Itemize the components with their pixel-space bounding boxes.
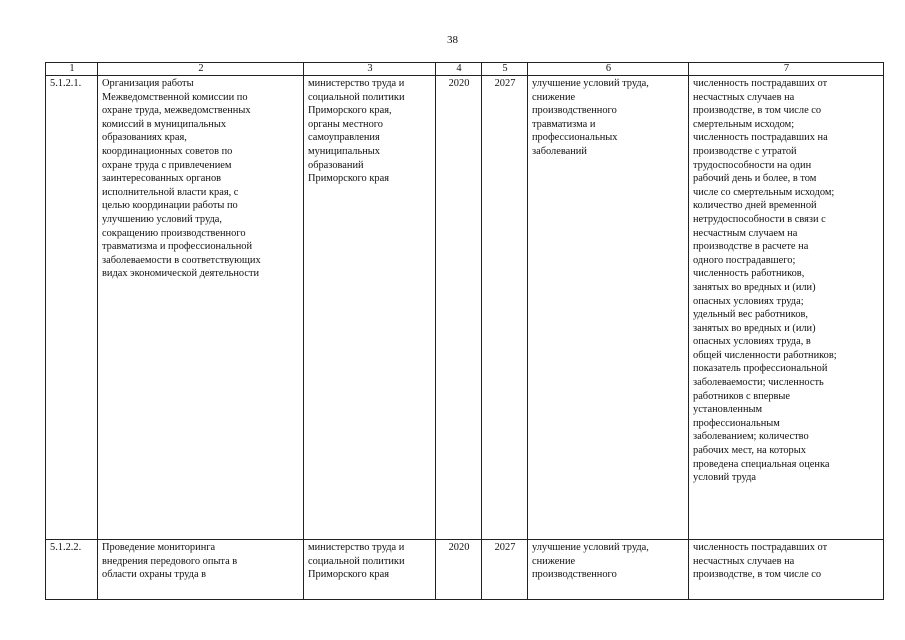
text-line: занятых во вредных и (или) bbox=[693, 281, 816, 293]
text-line: численность пострадавших от bbox=[693, 542, 828, 553]
text-line: численность пострадавших на bbox=[693, 132, 828, 144]
expected-result-cell bbox=[528, 540, 689, 600]
table-row bbox=[46, 76, 884, 540]
text-line: профессиональных bbox=[532, 132, 618, 144]
text-line: числе со смертельным исходом; bbox=[693, 186, 835, 198]
text-line: Проведение мониторинга bbox=[102, 542, 216, 553]
text-line: численность работников, bbox=[693, 268, 805, 280]
text-line: несчастных случаев на bbox=[693, 91, 795, 103]
end-year-cell: 2027 bbox=[482, 540, 528, 600]
text-line: производстве, в том числе со bbox=[693, 105, 822, 117]
text-line: Межведомственной комиссии по bbox=[102, 91, 248, 103]
text-line: видах экономической деятельности bbox=[102, 268, 260, 280]
text-line: снижение bbox=[532, 91, 576, 103]
column-header: 5 bbox=[482, 63, 528, 76]
text-line: травматизма и профессиональной bbox=[102, 241, 253, 253]
text-line: комиссий в муниципальных bbox=[102, 118, 227, 130]
text-line: рабочий день и более, в том bbox=[693, 173, 817, 185]
text-line: улучшению условий труда, bbox=[102, 213, 223, 225]
text-line: охране труда с привлечением bbox=[102, 159, 232, 171]
text-line: установленным bbox=[693, 404, 763, 416]
text-line: органы местного bbox=[308, 118, 383, 130]
text-line: Организация работы bbox=[102, 78, 194, 89]
text-line: координационных советов по bbox=[102, 145, 233, 157]
text-line: муниципальных bbox=[308, 145, 380, 157]
text-line: производстве, в том числе со bbox=[693, 569, 822, 581]
text-line: министерство труда и bbox=[308, 78, 405, 89]
text-line: охране труда, межведомственных bbox=[102, 105, 251, 117]
item-number-cell: 5.1.2.1. bbox=[46, 76, 98, 540]
text-line: исполнительной власти края, с bbox=[102, 186, 239, 198]
measures-table bbox=[45, 62, 884, 600]
text-line: нетрудоспособности в связи с bbox=[693, 213, 826, 225]
item-number-cell: 5.1.2.2. bbox=[46, 540, 98, 600]
text-line: проведена специальная оценка bbox=[693, 458, 830, 470]
text-line: несчастным случаем на bbox=[693, 227, 798, 239]
text-line: производстве в расчете на bbox=[693, 241, 809, 253]
text-line: смертельным исходом; bbox=[693, 118, 795, 130]
text-line: области охраны труда в bbox=[102, 569, 207, 581]
text-line: профессиональным bbox=[693, 417, 780, 429]
text-line: удельный вес работников, bbox=[693, 309, 809, 321]
text-line: заболеванием; количество bbox=[693, 431, 809, 443]
text-line: травматизма и bbox=[532, 118, 596, 130]
measure-name-cell bbox=[98, 540, 304, 600]
text-line: заболеваемости; численность bbox=[693, 377, 824, 389]
text-line: внедрения передового опыта в bbox=[102, 555, 238, 567]
text-line: работников с впервые bbox=[693, 390, 791, 402]
text-line: образований bbox=[308, 159, 364, 171]
text-line: заболеваний bbox=[532, 145, 587, 157]
table-header-row bbox=[46, 63, 884, 76]
expected-result-cell bbox=[528, 76, 689, 540]
end-year-cell: 2027 bbox=[482, 76, 528, 540]
text-line: несчастных случаев на bbox=[693, 555, 795, 567]
text-line: занятых во вредных и (или) bbox=[693, 322, 816, 334]
text-line: снижение bbox=[532, 555, 576, 567]
text-line: министерство труда и bbox=[308, 542, 405, 553]
table-row bbox=[46, 540, 884, 600]
text-line: образованиях края, bbox=[102, 132, 187, 144]
text-line: общей численности работников; bbox=[693, 349, 837, 361]
text-line: производственного bbox=[532, 569, 617, 581]
text-line: социальной политики bbox=[308, 91, 405, 103]
start-year-cell: 2020 bbox=[436, 76, 482, 540]
text-line: трудоспособности на один bbox=[693, 159, 812, 171]
executor-cell bbox=[304, 76, 436, 540]
text-line: Приморского края, bbox=[308, 105, 392, 117]
text-line: самоуправления bbox=[308, 132, 380, 144]
text-line: целью координации работы по bbox=[102, 200, 238, 212]
column-header: 3 bbox=[304, 63, 436, 76]
indicators-cell bbox=[689, 76, 884, 540]
column-header: 4 bbox=[436, 63, 482, 76]
measure-name-cell bbox=[98, 76, 304, 540]
text-line: опасных условиях труда, в bbox=[693, 336, 811, 348]
text-line: заинтересованных органов bbox=[102, 173, 222, 185]
text-line: рабочих мест, на которых bbox=[693, 445, 806, 457]
executor-cell bbox=[304, 540, 436, 600]
text-line: количество дней временной bbox=[693, 200, 817, 212]
text-line: условий труда bbox=[693, 472, 756, 484]
page-number: 38 bbox=[447, 34, 458, 46]
column-header: 2 bbox=[98, 63, 304, 76]
text-line: производстве с утратой bbox=[693, 145, 797, 157]
text-line: сокращению производственного bbox=[102, 227, 246, 239]
text-line: производственного bbox=[532, 105, 617, 117]
start-year-cell: 2020 bbox=[436, 540, 482, 600]
text-line: показатель профессиональной bbox=[693, 363, 828, 375]
text-line: заболеваемости в соответствующих bbox=[102, 254, 261, 266]
text-line: опасных условиях труда; bbox=[693, 295, 804, 307]
text-line: Приморского края bbox=[308, 173, 389, 185]
column-header: 6 bbox=[528, 63, 689, 76]
text-line: социальной политики bbox=[308, 555, 405, 567]
text-line: Приморского края bbox=[308, 569, 389, 581]
text-line: численность пострадавших от bbox=[693, 78, 828, 89]
column-header: 7 bbox=[689, 63, 884, 76]
text-line: улучшение условий труда, bbox=[532, 542, 649, 553]
indicators-cell bbox=[689, 540, 884, 600]
text-line: одного пострадавшего; bbox=[693, 254, 796, 266]
text-line: улучшение условий труда, bbox=[532, 78, 649, 89]
column-header: 1 bbox=[46, 63, 98, 76]
